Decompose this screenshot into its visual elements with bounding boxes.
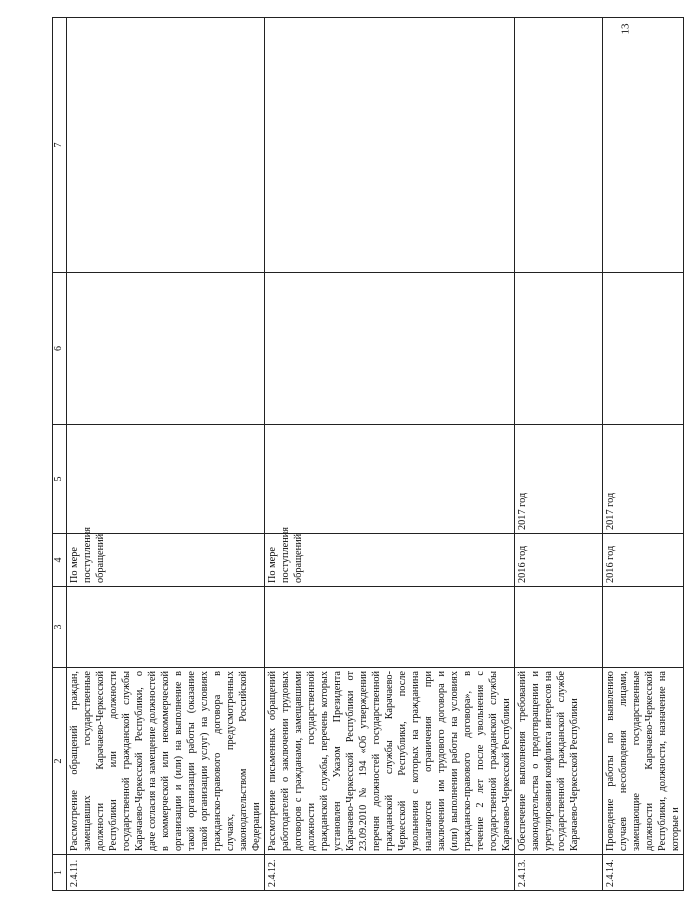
item-description: Обеспечение выполнения требований законодательства о предотвращении и урегулировании конфликта интересов на государственной гражданской службе Карачаево-Черкесской Республики: [515, 668, 603, 855]
column-number: 5: [53, 425, 67, 534]
cell-col3: [265, 587, 515, 668]
item-term: По мере поступления обращений: [67, 534, 265, 587]
page-number: 13: [619, 23, 631, 35]
cell-col5: [67, 425, 265, 534]
item-start-year: 2016 год: [603, 534, 684, 587]
cell-col3: [515, 587, 603, 668]
cell-col7: [515, 18, 603, 273]
cell-col6: [515, 273, 603, 425]
item-description: Рассмотрение обращений граждан, замещавших государственные должности Карачаево-Черкесской Республики или должности государственной гражданской службы Карачаево-Черкесской Республики, о даче согласия на замещение должностей в коммерческой или некоммерческой организации и (или) на выполнение в такой организации работы (оказание такой организации услуг) на условиях гражданско-правового договора в случаях, предусмотренных законодательством Российской Федерации: [67, 668, 265, 855]
table-row: [603, 18, 684, 891]
cell-col7: [265, 18, 515, 273]
column-number: 1: [53, 855, 67, 891]
item-description: Рассмотрение письменных обращений работодателей о заключении трудовых договоров с гражданами, замещавшими должности государственной гражданской службы, перечень которых установлен Указом Президента Карачаево-Черкесской Республики от 23.09.2010 № 194 «Об утверждении перечня должностей государственной гражданской службы Карачаево-Черкесской Республики, после увольнения с которых на гражданина налагаются ограничения при заключении им трудового договора и (или) выполнении работы на условиях гражданско-правового договора», в течение 2 лет после увольнения с государственной гражданской службы Карачаево-Черкесской Республики: [265, 668, 515, 855]
cell-col7: [603, 18, 684, 273]
plan-table: [52, 17, 684, 891]
column-number-row: [53, 18, 67, 891]
item-end-year: 2017 год: [603, 425, 684, 534]
column-number: 6: [53, 273, 67, 425]
item-term: По мере поступления обращений: [265, 534, 515, 587]
cell-col6: [265, 273, 515, 425]
cell-col5: [265, 425, 515, 534]
column-number: 3: [53, 587, 67, 668]
item-number: 2.4.11.: [67, 855, 265, 891]
item-end-year: 2017 год: [515, 425, 603, 534]
table-row: [67, 18, 265, 891]
item-start-year: 2016 год: [515, 534, 603, 587]
cell-col6: [603, 273, 684, 425]
item-description: Проведение работы по выявлению случаев несоблюдения лицами, замещающие государственные должности Карачаево-Черкесской Республики, должности, назначение на которые и: [603, 668, 684, 855]
item-number: 2.4.13.: [515, 855, 603, 891]
column-number: 4: [53, 534, 67, 587]
column-number: 2: [53, 668, 67, 855]
item-number: 2.4.12.: [265, 855, 515, 891]
item-number: 2.4.14.: [603, 855, 684, 891]
cell-col6: [67, 273, 265, 425]
rotated-table-container: [52, 18, 681, 891]
cell-col3: [603, 587, 684, 668]
table-row: [265, 18, 515, 891]
cell-col7: [67, 18, 265, 273]
column-number: 7: [53, 18, 67, 273]
table-row: [515, 18, 603, 891]
cell-col3: [67, 587, 265, 668]
